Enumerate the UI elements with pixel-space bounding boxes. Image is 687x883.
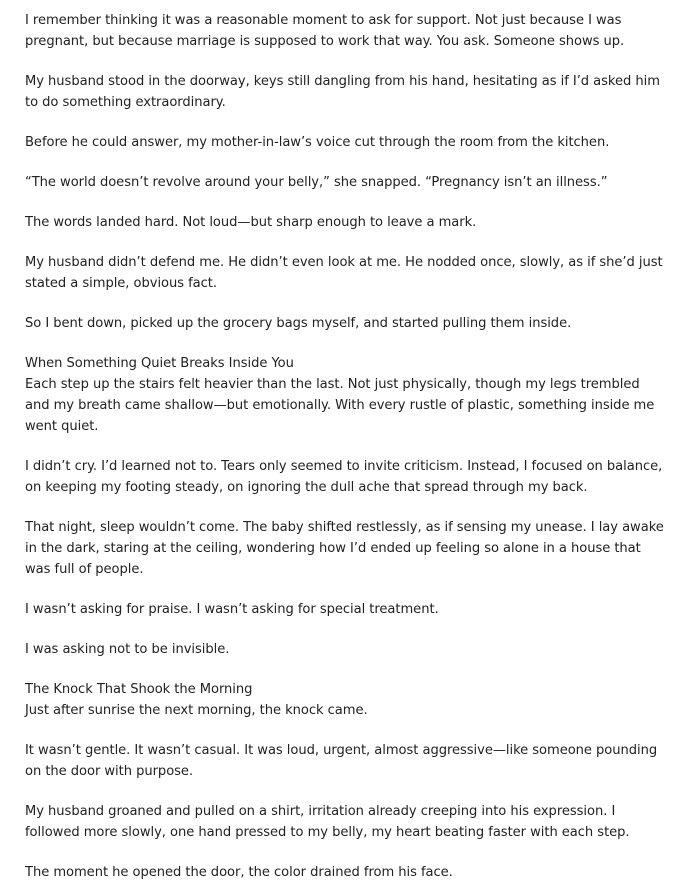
paragraph: The moment he opened the door, the color drained from his face.: [25, 865, 453, 880]
paragraph: “The world doesn’t revolve around your belly,” she snapped. “Pregnancy isn’t an illness.”: [25, 175, 608, 190]
paragraph: I remember thinking it was a reasonable moment to ask for support. Not just because I was pregnant, but because marriage is supposed to work that way. You ask. Someone shows up.: [25, 13, 625, 49]
paragraph: That night, sleep wouldn’t come. The baby shifted restlessly, as if sensing my unease. I lay awake in the dark, staring at the ceiling, wondering how I’d ended up feeling so alone in a house that was full of people.: [25, 520, 664, 577]
paragraph: I didn’t cry. I’d learned not to. Tears only seemed to invite criticism. Instead, I focused on balance, on keeping my footing steady, on ignoring the dull ache that spread through my back.: [25, 459, 663, 495]
paragraph: The words landed hard. Not loud—but sharp enough to leave a mark.: [25, 215, 477, 230]
paragraph: My husband stood in the doorway, keys still dangling from his hand, hesitating as if I’d asked him to do something extraordinary.: [25, 74, 660, 110]
paragraph: I wasn’t asking for praise. I wasn’t asking for special treatment.: [25, 602, 439, 617]
paragraph: It wasn’t gentle. It wasn’t casual. It was loud, urgent, almost aggressive—like someone pounding on the door with purpose.: [25, 743, 658, 779]
section-the-knock: [25, 679, 665, 721]
paragraph: I was asking not to be invisible.: [25, 642, 230, 657]
paragraph: Each step up the stairs felt heavier than the last. Not just physically, though my legs trembled and my breath came shallow—but emotionally. With every rustle of plastic, something inside me went quiet.: [25, 377, 655, 434]
section-heading: When Something Quiet Breaks Inside You: [25, 356, 294, 371]
paragraph: My husband groaned and pulled on a shirt, irritation already creeping into his expression. I followed more slowly, one hand pressed to my belly, my heart beating faster with each step.: [25, 804, 630, 840]
paragraph: Before he could answer, my mother-in-law’s voice cut through the room from the kitchen.: [25, 135, 610, 150]
section-heading: The Knock That Shook the Morning: [25, 682, 253, 697]
paragraph: So I bent down, picked up the grocery bags myself, and started pulling them inside.: [25, 316, 572, 331]
section-when-something-quiet: [25, 353, 665, 437]
paragraph: Just after sunrise the next morning, the knock came.: [25, 703, 368, 718]
paragraph: My husband didn’t defend me. He didn’t even look at me. He nodded once, slowly, as if she’d just stated a simple, obvious fact.: [25, 255, 663, 291]
